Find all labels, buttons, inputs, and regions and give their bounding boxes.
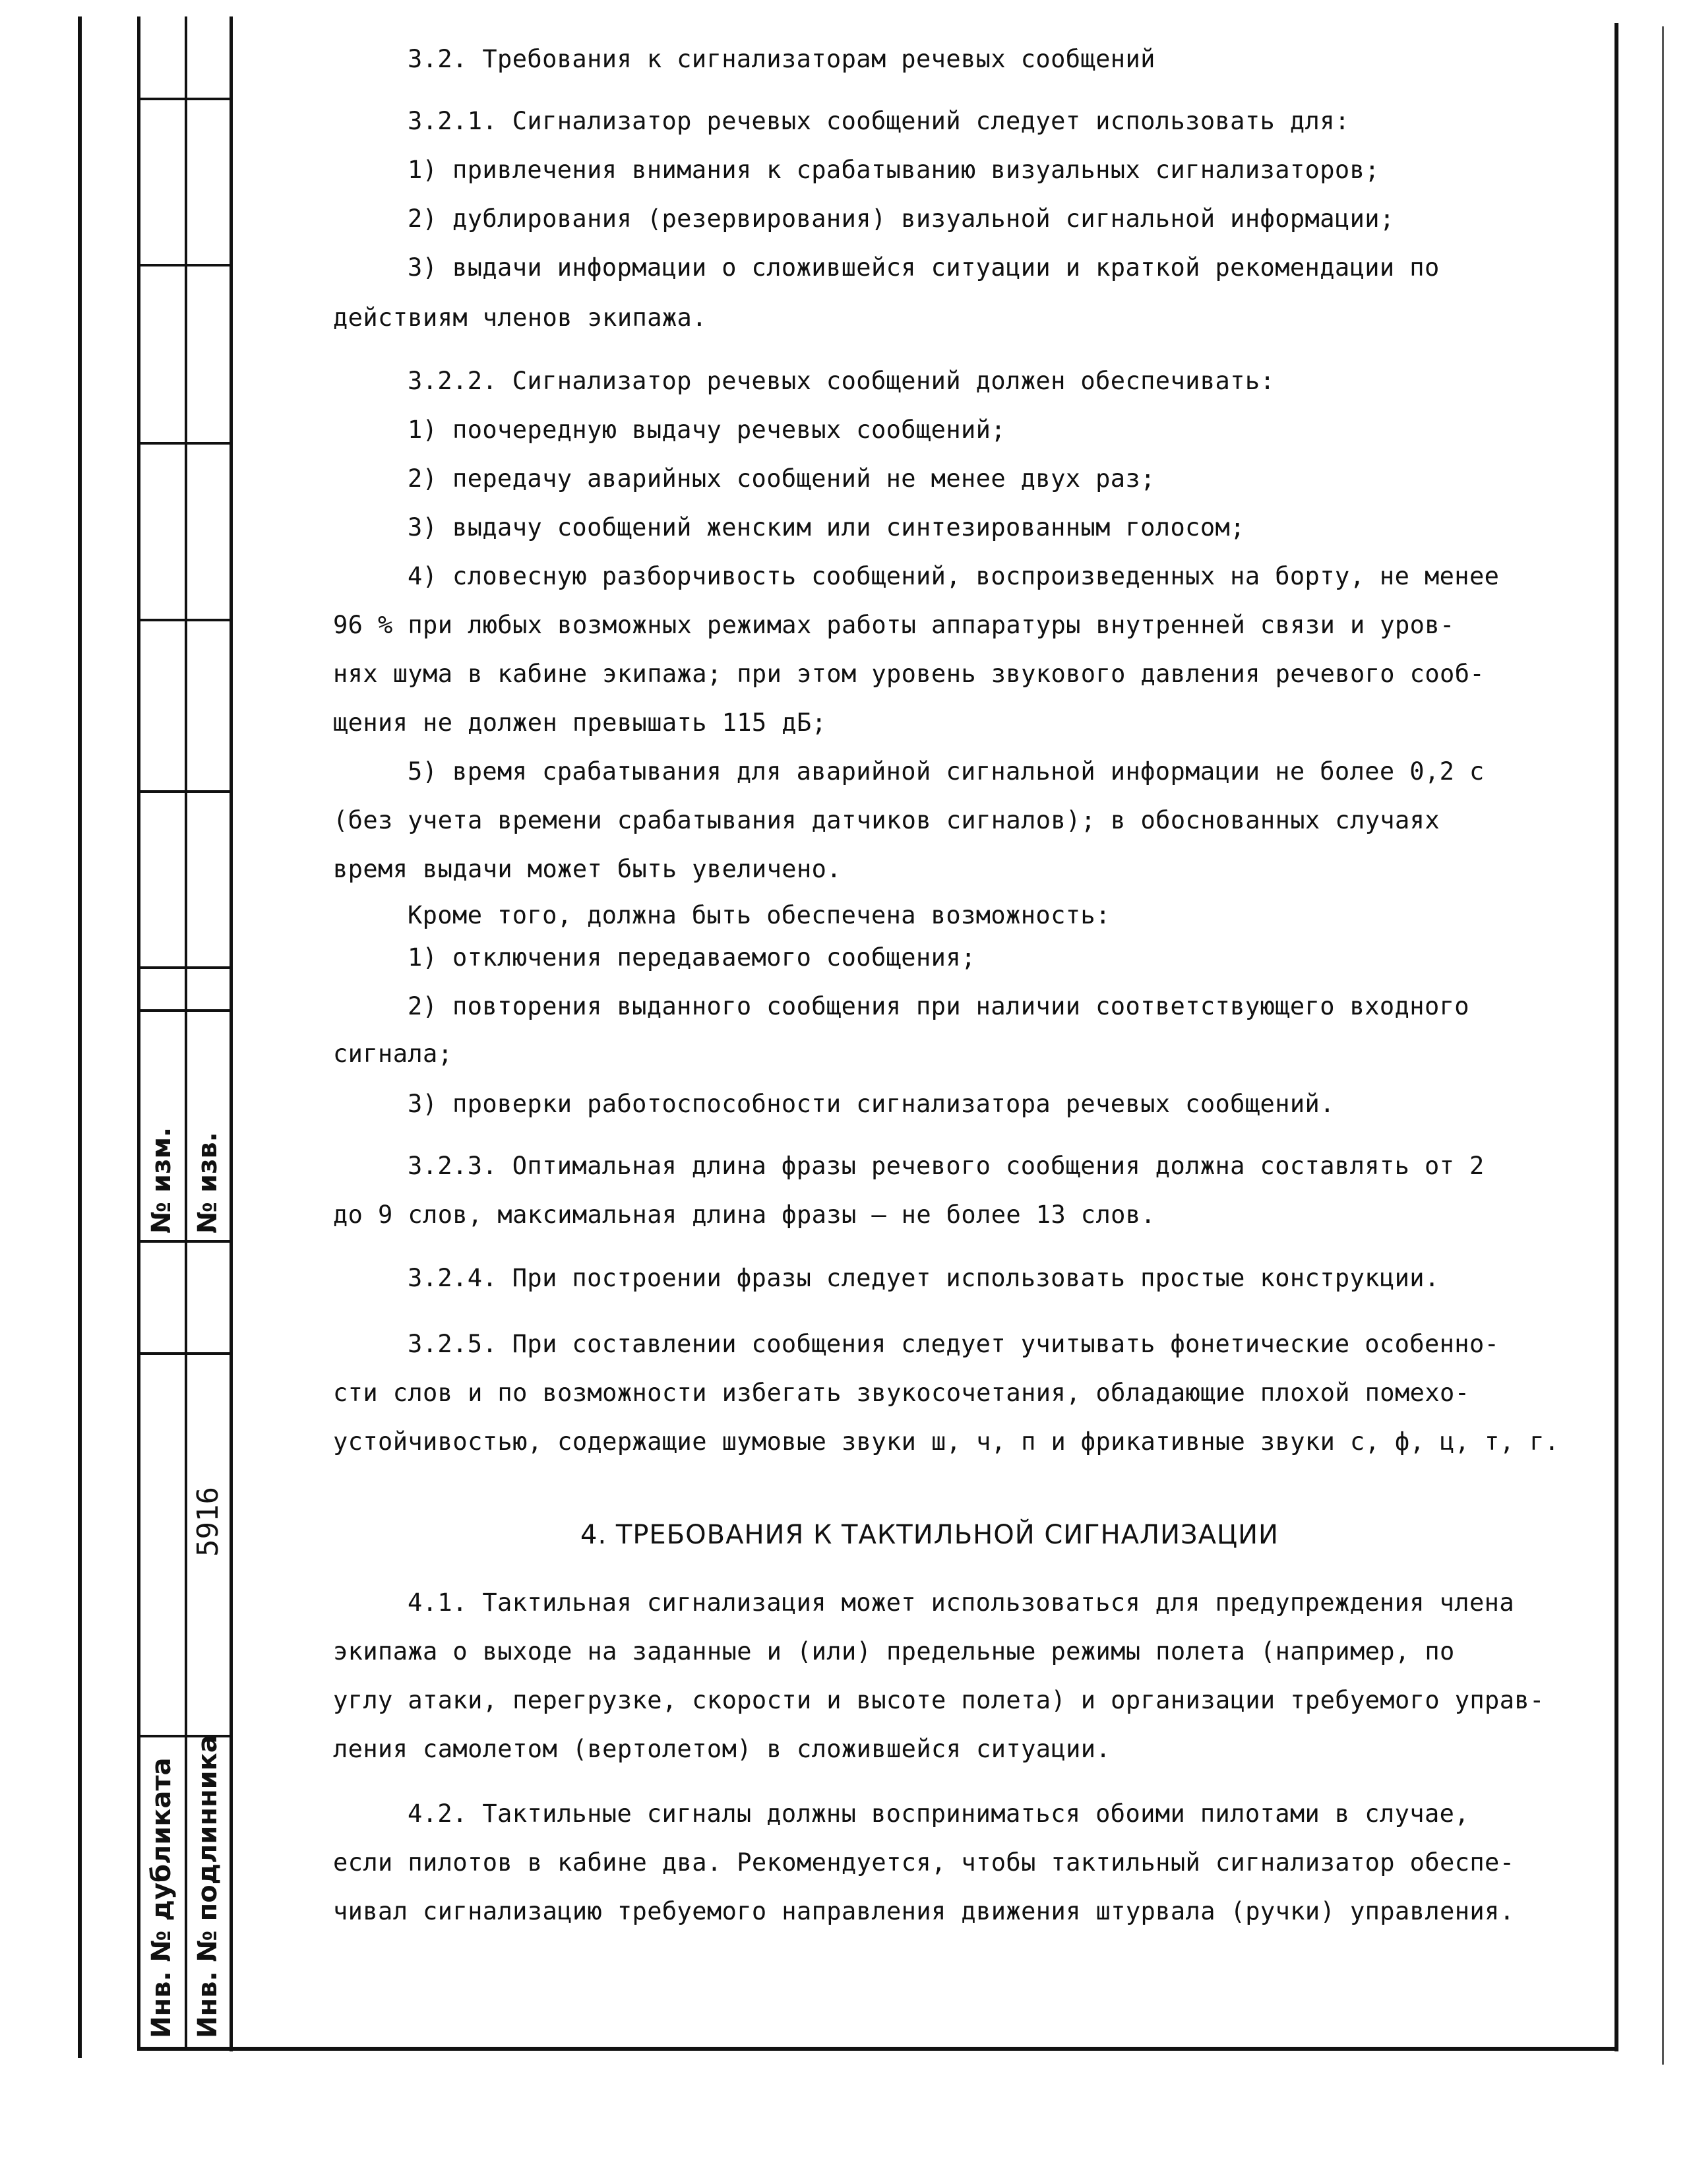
paragraph-line: время выдачи может быть увеличено. bbox=[333, 855, 842, 883]
stamp-podlinnik-label: Инв. № подлинника bbox=[193, 1735, 223, 2038]
paragraph-line: Кроме того, должна быть обеспечена возможность: bbox=[408, 901, 1111, 929]
stamp-divider bbox=[137, 442, 233, 445]
paragraph-line: 1) отключения передаваемого сообщения; bbox=[408, 943, 976, 972]
paragraph-line: 3.2.5. При составлении сообщения следует учитывать фонетические особенно- bbox=[408, 1330, 1500, 1358]
paragraph-line: 1) привлечения внимания к срабатыванию визуальных сигнализаторов; bbox=[408, 156, 1380, 184]
frame-left-line bbox=[230, 16, 233, 2051]
section-heading: 4. ТРЕБОВАНИЯ К ТАКТИЛЬНОЙ СИГНАЛИЗАЦИИ bbox=[580, 1520, 1279, 1550]
paragraph-line: 3.2.2. Сигнализатор речевых сообщений должен обеспечивать: bbox=[408, 367, 1276, 395]
paragraph-line: 4.1. Тактильная сигнализация может использоваться для предупреждения члена bbox=[408, 1588, 1515, 1617]
paragraph-line: чивал сигнализацию требуемого направления движения штурвала (ручки) управления. bbox=[333, 1897, 1515, 1925]
paragraph-line: 2) дублирования (резервирования) визуальной сигнальной информации; bbox=[408, 204, 1395, 233]
stamp-divider bbox=[137, 98, 233, 100]
paragraph-line: 3.2.3. Оптимальная длина фразы речевого сообщения должна составлять от 2 bbox=[408, 1152, 1485, 1180]
paragraph-line: до 9 слов, максимальная длина фразы – не более 13 слов. bbox=[333, 1201, 1156, 1229]
paragraph-line: (без учета времени срабатывания датчиков сигналов); в обоснованных случаях bbox=[333, 806, 1440, 834]
left-margin-line bbox=[78, 16, 82, 2058]
stamp-izv-label: № изв. bbox=[193, 1132, 223, 1233]
paragraph-line: 2) повторения выданного сообщения при наличии соответствующего входного bbox=[408, 992, 1469, 1020]
right-edge-mark bbox=[1662, 26, 1664, 2065]
stamp-divider bbox=[137, 619, 233, 621]
paragraph-line: 3) выдачу сообщений женским или синтезированным голосом; bbox=[408, 513, 1245, 542]
stamp-divider bbox=[137, 1352, 233, 1355]
paragraph-line: экипажа о выходе на заданные и (или) предельные режимы полета (например, по bbox=[333, 1637, 1455, 1666]
paragraph-line: 5) время срабатывания для аварийной сигнальной информации не более 0,2 с bbox=[408, 757, 1485, 786]
paragraph-line: 2) передачу аварийных сообщений не менее двух раз; bbox=[408, 464, 1155, 493]
stamp-podlinnik-number: 5916 bbox=[191, 1487, 225, 1557]
paragraph-line: действиям членов экипажа. bbox=[333, 303, 707, 332]
stamp-inner-left-line bbox=[137, 16, 140, 2048]
paragraph-line: 1) поочередную выдачу речевых сообщений; bbox=[408, 416, 1006, 444]
frame-right-line bbox=[1614, 23, 1618, 2051]
stamp-divider bbox=[137, 1009, 233, 1012]
paragraph-line: углу атаки, перегрузке, скорости и высоте полета) и организации требуемого управ- bbox=[333, 1686, 1545, 1714]
paragraph-line: 3) проверки работоспособности сигнализатора речевых сообщений. bbox=[408, 1090, 1335, 1118]
stamp-divider bbox=[137, 790, 233, 793]
stamp-divider bbox=[137, 966, 233, 969]
paragraph-line: сигнала; bbox=[333, 1040, 453, 1068]
paragraph-line: нях шума в кабине экипажа; при этом уровень звукового давления речевого сооб- bbox=[333, 660, 1485, 688]
paragraph-line: щения не должен превышать 115 дБ; bbox=[333, 708, 827, 737]
paragraph-line: 4.2. Тактильные сигналы должны восприниматься обоими пилотами в случае, bbox=[408, 1799, 1469, 1828]
paragraph-line: 3.2.4. При построении фразы следует использовать простые конструкции. bbox=[408, 1264, 1440, 1292]
stamp-divider bbox=[137, 1240, 233, 1243]
paragraph-line: ления самолетом (вертолетом) в сложившейся ситуации. bbox=[333, 1735, 1111, 1763]
paragraph-line: если пилотов в кабине два. Рекомендуется, чтобы тактильный сигнализатор обеспе- bbox=[333, 1848, 1515, 1877]
stamp-dublikat-label: Инв. № дубликата bbox=[146, 1757, 177, 2038]
paragraph-line: 96 % при любых возможных режимах работы аппаратуры внутренней связи и уров- bbox=[333, 611, 1455, 639]
paragraph-line: 3.2.1. Сигнализатор речевых сообщений следует использовать для: bbox=[408, 107, 1350, 135]
paragraph-line: устойчивостью, содержащие шумовые звуки ш, ч, п и фрикативные звуки с, ф, ц, т, г. bbox=[333, 1427, 1560, 1456]
stamp-izm-label: № изм. bbox=[146, 1127, 177, 1233]
frame-bottom-line bbox=[137, 2047, 1618, 2051]
stamp-divider bbox=[137, 264, 233, 266]
section-title: 3.2. Требования к сигнализаторам речевых сообщений bbox=[408, 45, 1155, 73]
paragraph-line: сти слов и по возможности избегать звукосочетания, обладающие плохой помехо- bbox=[333, 1379, 1470, 1407]
paragraph-line: 3) выдачи информации о сложившейся ситуации и краткой рекомендации по bbox=[408, 253, 1440, 282]
paragraph-line: 4) словесную разборчивость сообщений, воспроизведенных на борту, не менее bbox=[408, 562, 1500, 590]
stamp-middle-line bbox=[185, 16, 187, 2048]
